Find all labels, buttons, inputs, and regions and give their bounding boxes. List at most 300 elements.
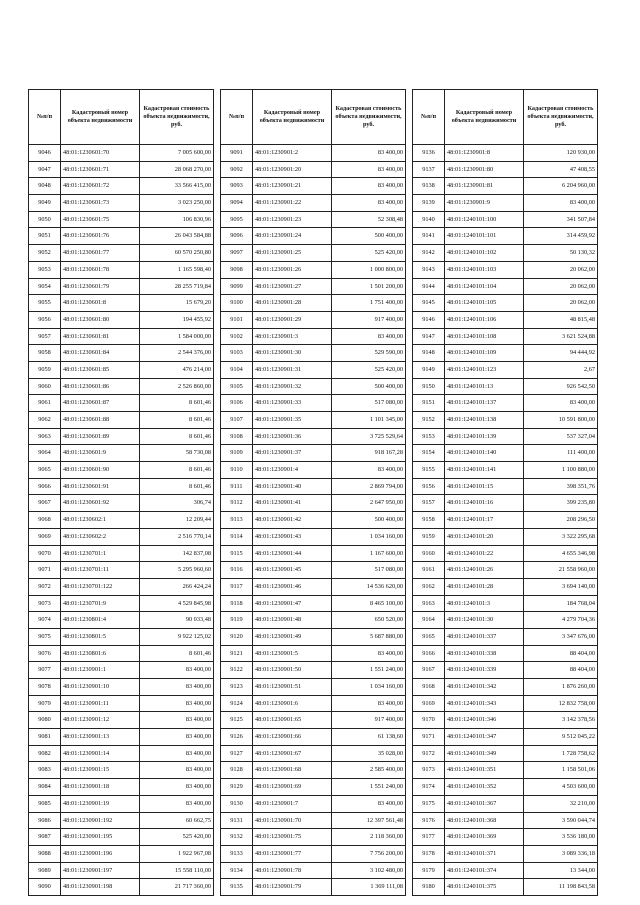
cell-cadastral-number: 48:01:1230901:19 [61, 795, 140, 812]
cell-cadastral-number: 48:01:1230601:77 [61, 245, 140, 262]
cell-num: 9128 [221, 762, 253, 779]
cell-cadastral-number: 48:01:1240101:13 [445, 378, 524, 395]
cell-cadastral-number: 48:01:1230601:70 [61, 145, 140, 162]
table-row [29, 261, 214, 278]
cell-cadastral-number: 48:01:1240101:339 [445, 662, 524, 679]
cell-cadastral-value: 1 584 000,00 [140, 328, 214, 345]
cell-cadastral-number: 48:01:1230901:75 [253, 829, 332, 846]
table-header [29, 90, 214, 145]
cell-cadastral-number: 48:01:1240101:346 [445, 712, 524, 729]
cell-cadastral-value: 208 296,50 [524, 512, 598, 529]
cell-cadastral-number: 48:01:1230901:27 [253, 278, 332, 295]
cell-cadastral-number: 48:01:1230901:1 [61, 662, 140, 679]
header-cadastral: Кадастровый номер объекта недвижимости [445, 90, 524, 145]
cell-num: 9057 [29, 328, 61, 345]
cell-cadastral-value: 1 034 160,00 [332, 679, 406, 696]
cell-cadastral-value: 8 601,46 [140, 428, 214, 445]
cell-cadastral-number: 48:01:1230901:42 [253, 512, 332, 529]
cell-num: 9064 [29, 445, 61, 462]
cell-cadastral-value: 2 516 770,14 [140, 528, 214, 545]
cell-cadastral-number: 48:01:1230901:2 [253, 145, 332, 162]
cell-cadastral-value: 1 551 240,00 [332, 779, 406, 796]
table-row [413, 211, 598, 228]
cell-cadastral-value: 94 444,92 [524, 345, 598, 362]
table-row [29, 278, 214, 295]
cell-cadastral-value: 12 209,44 [140, 512, 214, 529]
cell-cadastral-value: 2 544 376,00 [140, 345, 214, 362]
cell-cadastral-value: 83 400,00 [332, 695, 406, 712]
cell-num: 9093 [221, 178, 253, 195]
cell-num: 9101 [221, 311, 253, 328]
table-row [413, 395, 598, 412]
table-row [221, 478, 406, 495]
table-row [413, 428, 598, 445]
cell-num: 9113 [221, 512, 253, 529]
cell-cadastral-number: 48:01:1240101:351 [445, 762, 524, 779]
cell-num: 9079 [29, 695, 61, 712]
cell-num: 9166 [413, 645, 445, 662]
cell-cadastral-value: 500 400,00 [332, 228, 406, 245]
cell-cadastral-number: 48:01:1230601:9 [61, 445, 140, 462]
cell-cadastral-value: 3 102 480,00 [332, 862, 406, 879]
cell-cadastral-value: 6 204 960,00 [524, 178, 598, 195]
cell-cadastral-number: 48:01:1240101:26 [445, 562, 524, 579]
cell-cadastral-value: 60 570 250,80 [140, 245, 214, 262]
table-row [29, 495, 214, 512]
cell-cadastral-number: 48:01:1230601:90 [61, 462, 140, 479]
cell-cadastral-value: 35 028,00 [332, 745, 406, 762]
cell-cadastral-value: 83 400,00 [332, 795, 406, 812]
cell-num: 9117 [221, 578, 253, 595]
cell-num: 9116 [221, 562, 253, 579]
table-row [29, 762, 214, 779]
cell-cadastral-value: 926 542,50 [524, 378, 598, 395]
header-value: Кадастровая стоимость объекта недвижимости, руб. [524, 90, 598, 145]
cell-cadastral-number: 48:01:1240101:138 [445, 412, 524, 429]
cell-num: 9154 [413, 445, 445, 462]
cell-cadastral-number: 48:01:1230601:84 [61, 345, 140, 362]
cell-num: 9129 [221, 779, 253, 796]
cell-cadastral-number: 48:01:1240101:103 [445, 261, 524, 278]
cell-cadastral-value: 15 679,20 [140, 295, 214, 312]
cell-cadastral-number: 48:01:1230901:10 [61, 679, 140, 696]
table-row [29, 478, 214, 495]
cell-cadastral-number: 48:01:1230901:33 [253, 395, 332, 412]
cell-num: 9086 [29, 812, 61, 829]
cell-num: 9088 [29, 845, 61, 862]
cell-cadastral-value: 1 101 345,00 [332, 412, 406, 429]
table-row [413, 879, 598, 896]
cell-cadastral-value: 21 717 360,00 [140, 879, 214, 896]
table-row [29, 662, 214, 679]
cell-cadastral-number: 48:01:1230601:75 [61, 211, 140, 228]
cell-num: 9089 [29, 862, 61, 879]
cell-num: 9160 [413, 545, 445, 562]
cell-num: 9091 [221, 145, 253, 162]
cell-cadastral-value: 4 279 704,36 [524, 612, 598, 629]
cell-cadastral-number: 48:01:1230901:195 [61, 829, 140, 846]
cell-cadastral-value: 60 662,75 [140, 812, 214, 829]
cell-cadastral-number: 48:01:1230901:49 [253, 628, 332, 645]
cell-cadastral-number: 48:01:1230602:1 [61, 512, 140, 529]
cell-num: 9123 [221, 679, 253, 696]
cell-num: 9124 [221, 695, 253, 712]
table-row [29, 578, 214, 595]
cell-cadastral-value: 33 566 415,00 [140, 178, 214, 195]
cell-cadastral-number: 48:01:1230901:12 [61, 712, 140, 729]
table-row [221, 395, 406, 412]
cell-num: 9136 [413, 145, 445, 162]
cell-num: 9109 [221, 445, 253, 462]
cell-cadastral-value: 83 400,00 [140, 762, 214, 779]
cell-cadastral-value: 4 655 346,98 [524, 545, 598, 562]
cell-cadastral-number: 48:01:1240101:105 [445, 295, 524, 312]
table-row [413, 295, 598, 312]
table-row [29, 679, 214, 696]
cell-cadastral-number: 48:01:1230901:198 [61, 879, 140, 896]
cell-num: 9158 [413, 512, 445, 529]
cell-cadastral-value: 2 869 794,00 [332, 478, 406, 495]
cell-cadastral-value: 517 080,00 [332, 395, 406, 412]
table-row [29, 211, 214, 228]
cell-num: 9047 [29, 161, 61, 178]
header-num: №п/п [29, 90, 61, 145]
cell-cadastral-number: 48:01:1230601:76 [61, 228, 140, 245]
cell-cadastral-value: 21 558 960,00 [524, 562, 598, 579]
cell-num: 9066 [29, 478, 61, 495]
cell-num: 9098 [221, 261, 253, 278]
table-row [413, 528, 598, 545]
cell-cadastral-value: 83 400,00 [140, 779, 214, 796]
cell-num: 9119 [221, 612, 253, 629]
table-row [413, 462, 598, 479]
cell-cadastral-value: 83 400,00 [140, 662, 214, 679]
table-row [29, 295, 214, 312]
cell-cadastral-value: 500 400,00 [332, 378, 406, 395]
cell-cadastral-number: 48:01:1240101:352 [445, 779, 524, 796]
cell-cadastral-number: 48:01:1230901:47 [253, 595, 332, 612]
cell-cadastral-number: 48:01:1230901:43 [253, 528, 332, 545]
cell-cadastral-value: 4 529 845,98 [140, 595, 214, 612]
table-row [413, 311, 598, 328]
table-row [29, 745, 214, 762]
cell-num: 9118 [221, 595, 253, 612]
table-row [413, 562, 598, 579]
cell-cadastral-value: 52 308,48 [332, 211, 406, 228]
cell-cadastral-value: 50 130,32 [524, 245, 598, 262]
cell-num: 9062 [29, 412, 61, 429]
cell-num: 9055 [29, 295, 61, 312]
cell-cadastral-number: 48:01:1230701:1 [61, 545, 140, 562]
cell-cadastral-value: 3 725 529,64 [332, 428, 406, 445]
cell-cadastral-number: 48:01:1240101:30 [445, 612, 524, 629]
cell-cadastral-number: 48:01:1230701:9 [61, 595, 140, 612]
cell-num: 9092 [221, 161, 253, 178]
cell-num: 9146 [413, 311, 445, 328]
cell-num: 9170 [413, 712, 445, 729]
cell-cadastral-number: 48:01:1230601:73 [61, 195, 140, 212]
cell-cadastral-number: 48:01:1240101:367 [445, 795, 524, 812]
cell-cadastral-number: 48:01:1230901:37 [253, 445, 332, 462]
cell-cadastral-value: 32 210,00 [524, 795, 598, 812]
cell-cadastral-value: 398 351,76 [524, 478, 598, 495]
cell-num: 9061 [29, 395, 61, 412]
table-row [221, 311, 406, 328]
cell-num: 9069 [29, 528, 61, 545]
cell-num: 9068 [29, 512, 61, 529]
cell-cadastral-value: 83 400,00 [140, 695, 214, 712]
cell-cadastral-number: 48:01:1240101:102 [445, 245, 524, 262]
cell-num: 9080 [29, 712, 61, 729]
table-row [221, 295, 406, 312]
cell-cadastral-number: 48:01:1230901:31 [253, 361, 332, 378]
cell-cadastral-value: 8 601,46 [140, 478, 214, 495]
cell-num: 9162 [413, 578, 445, 595]
table-row [221, 595, 406, 612]
table-row [413, 595, 598, 612]
cell-cadastral-number: 48:01:1240101:101 [445, 228, 524, 245]
table-row [221, 562, 406, 579]
cell-num: 9090 [29, 879, 61, 896]
cell-cadastral-value: 8 601,46 [140, 462, 214, 479]
cell-cadastral-value: 3 322 295,68 [524, 528, 598, 545]
cell-num: 9163 [413, 595, 445, 612]
cell-num: 9147 [413, 328, 445, 345]
cell-cadastral-value: 83 400,00 [332, 178, 406, 195]
table-row [413, 145, 598, 162]
cell-cadastral-value: 83 400,00 [524, 395, 598, 412]
cell-cadastral-value: 7 005 600,00 [140, 145, 214, 162]
cell-cadastral-number: 48:01:1230601:86 [61, 378, 140, 395]
table-row [29, 845, 214, 862]
cell-cadastral-value: 3 347 676,00 [524, 628, 598, 645]
cell-cadastral-number: 48:01:1240101:375 [445, 879, 524, 896]
table-row [29, 628, 214, 645]
table-row [221, 862, 406, 879]
cell-num: 9145 [413, 295, 445, 312]
cell-num: 9175 [413, 795, 445, 812]
cell-cadastral-number: 48:01:1230901:8 [445, 145, 524, 162]
cell-cadastral-value: 12 397 561,48 [332, 812, 406, 829]
table-row [413, 729, 598, 746]
cell-cadastral-value: 1 728 758,62 [524, 745, 598, 762]
table-row [29, 528, 214, 545]
cell-cadastral-number: 48:01:1230601:8 [61, 295, 140, 312]
table-row [221, 612, 406, 629]
cell-num: 9096 [221, 228, 253, 245]
table-row [29, 462, 214, 479]
table-row [29, 829, 214, 846]
table-row [29, 395, 214, 412]
cell-cadastral-value: 2 647 950,00 [332, 495, 406, 512]
table-header [413, 90, 598, 145]
table-row [413, 628, 598, 645]
cell-num: 9177 [413, 829, 445, 846]
cell-cadastral-value: 28 255 719,84 [140, 278, 214, 295]
cell-cadastral-value: 1 551 240,00 [332, 662, 406, 679]
cell-cadastral-value: 5 687 880,00 [332, 628, 406, 645]
cell-cadastral-value: 341 507,84 [524, 211, 598, 228]
cell-cadastral-value: 184 768,04 [524, 595, 598, 612]
cell-cadastral-number: 48:01:1230901:46 [253, 578, 332, 595]
cell-cadastral-value: 28 068 270,00 [140, 161, 214, 178]
table-row [29, 812, 214, 829]
table-row [221, 261, 406, 278]
cell-num: 9053 [29, 261, 61, 278]
cell-cadastral-value: 1 158 501,06 [524, 762, 598, 779]
cell-cadastral-value: 142 837,08 [140, 545, 214, 562]
cell-cadastral-number: 48:01:1230901:20 [253, 161, 332, 178]
table-row [413, 612, 598, 629]
table-row [413, 862, 598, 879]
table-row [413, 695, 598, 712]
cell-num: 9072 [29, 578, 61, 595]
table-row [29, 779, 214, 796]
cell-cadastral-value: 1 751 400,00 [332, 295, 406, 312]
table-row [413, 245, 598, 262]
cell-num: 9094 [221, 195, 253, 212]
cell-cadastral-number: 48:01:1230601:71 [61, 161, 140, 178]
table-row [29, 712, 214, 729]
cell-num: 9073 [29, 595, 61, 612]
cell-cadastral-number: 48:01:1240101:22 [445, 545, 524, 562]
cell-cadastral-value: 8 601,46 [140, 645, 214, 662]
cell-cadastral-value: 1 100 880,00 [524, 462, 598, 479]
cell-cadastral-number: 48:01:1240101:137 [445, 395, 524, 412]
table-row [413, 578, 598, 595]
table-row [221, 178, 406, 195]
table-row [29, 512, 214, 529]
cell-cadastral-value: 20 062,00 [524, 261, 598, 278]
cell-cadastral-number: 48:01:1230901:13 [61, 729, 140, 746]
header-cadastral: Кадастровый номер объекта недвижимости [253, 90, 332, 145]
cell-num: 9049 [29, 195, 61, 212]
cell-cadastral-number: 48:01:1240101:108 [445, 328, 524, 345]
cell-num: 9132 [221, 829, 253, 846]
cell-cadastral-number: 48:01:1230901:41 [253, 495, 332, 512]
cell-cadastral-number: 48:01:1230901:7 [253, 795, 332, 812]
table-row [413, 345, 598, 362]
cell-cadastral-value: 83 400,00 [140, 745, 214, 762]
cell-cadastral-value: 20 062,00 [524, 295, 598, 312]
cell-cadastral-number: 48:01:1240101:109 [445, 345, 524, 362]
cell-num: 9083 [29, 762, 61, 779]
cell-cadastral-value: 1 165 598,40 [140, 261, 214, 278]
cell-cadastral-number: 48:01:1240101:338 [445, 645, 524, 662]
cell-cadastral-value: 83 400,00 [332, 645, 406, 662]
table-row [29, 195, 214, 212]
cell-num: 9159 [413, 528, 445, 545]
cell-cadastral-number: 48:01:1230602:2 [61, 528, 140, 545]
cell-cadastral-number: 48:01:1230901:21 [253, 178, 332, 195]
cell-cadastral-number: 48:01:1230801:6 [61, 645, 140, 662]
cell-cadastral-value: 48 815,48 [524, 311, 598, 328]
cell-num: 9060 [29, 378, 61, 395]
cell-cadastral-value: 90 033,48 [140, 612, 214, 629]
cell-num: 9153 [413, 428, 445, 445]
cell-cadastral-value: 83 400,00 [332, 462, 406, 479]
cell-cadastral-value: 120 930,00 [524, 145, 598, 162]
cell-cadastral-value: 20 062,00 [524, 278, 598, 295]
cell-cadastral-number: 48:01:1230901:5 [253, 645, 332, 662]
table-row [29, 178, 214, 195]
cell-cadastral-value: 9 922 125,02 [140, 628, 214, 645]
cell-cadastral-value: 7 756 200,00 [332, 845, 406, 862]
cell-num: 9070 [29, 545, 61, 562]
cell-cadastral-number: 48:01:1230901:45 [253, 562, 332, 579]
cell-num: 9134 [221, 862, 253, 879]
cell-num: 9157 [413, 495, 445, 512]
cell-num: 9155 [413, 462, 445, 479]
table-row [221, 428, 406, 445]
cell-num: 9111 [221, 478, 253, 495]
cell-cadastral-number: 48:01:1230601:87 [61, 395, 140, 412]
cell-cadastral-number: 48:01:1240101:343 [445, 695, 524, 712]
cell-num: 9099 [221, 278, 253, 295]
table-row [413, 478, 598, 495]
table-row [413, 412, 598, 429]
cell-cadastral-number: 48:01:1230901:32 [253, 378, 332, 395]
cell-num: 9172 [413, 745, 445, 762]
cell-num: 9105 [221, 378, 253, 395]
cell-cadastral-value: 83 400,00 [332, 328, 406, 345]
cell-cadastral-value: 83 400,00 [332, 145, 406, 162]
cell-num: 9180 [413, 879, 445, 896]
cell-num: 9095 [221, 211, 253, 228]
cell-num: 9120 [221, 628, 253, 645]
table-row [221, 662, 406, 679]
cell-num: 9110 [221, 462, 253, 479]
cell-cadastral-number: 48:01:1230601:91 [61, 478, 140, 495]
cell-cadastral-value: 83 400,00 [332, 195, 406, 212]
cell-cadastral-value: 8 601,46 [140, 395, 214, 412]
table-row [413, 178, 598, 195]
cell-cadastral-number: 48:01:1230901:65 [253, 712, 332, 729]
cell-cadastral-value: 12 832 758,00 [524, 695, 598, 712]
cell-num: 9114 [221, 528, 253, 545]
table-row [413, 278, 598, 295]
table-row [221, 195, 406, 212]
cell-cadastral-number: 48:01:1230901:67 [253, 745, 332, 762]
table-row [221, 378, 406, 395]
cell-num: 9085 [29, 795, 61, 812]
cell-num: 9139 [413, 195, 445, 212]
cell-num: 9058 [29, 345, 61, 362]
cell-cadastral-value: 306,74 [140, 495, 214, 512]
cell-num: 9131 [221, 812, 253, 829]
cell-num: 9176 [413, 812, 445, 829]
table-row [29, 412, 214, 429]
table-row [413, 261, 598, 278]
table-row [413, 328, 598, 345]
cell-cadastral-number: 48:01:1230901:26 [253, 261, 332, 278]
table-row [29, 729, 214, 746]
cell-cadastral-number: 48:01:1230801:5 [61, 628, 140, 645]
cell-cadastral-number: 48:01:1230901:44 [253, 545, 332, 562]
registry-table-1 [28, 89, 214, 896]
cell-num: 9046 [29, 145, 61, 162]
cell-cadastral-value: 1 501 200,00 [332, 278, 406, 295]
cell-num: 9076 [29, 645, 61, 662]
cell-cadastral-value: 1 000 800,00 [332, 261, 406, 278]
table-row [413, 795, 598, 812]
cell-cadastral-value: 2,67 [524, 361, 598, 378]
table-row [29, 879, 214, 896]
cell-cadastral-value: 88 404,00 [524, 645, 598, 662]
cell-num: 9082 [29, 745, 61, 762]
cell-cadastral-number: 48:01:1240101:3 [445, 595, 524, 612]
cell-cadastral-number: 48:01:1230901:9 [445, 195, 524, 212]
